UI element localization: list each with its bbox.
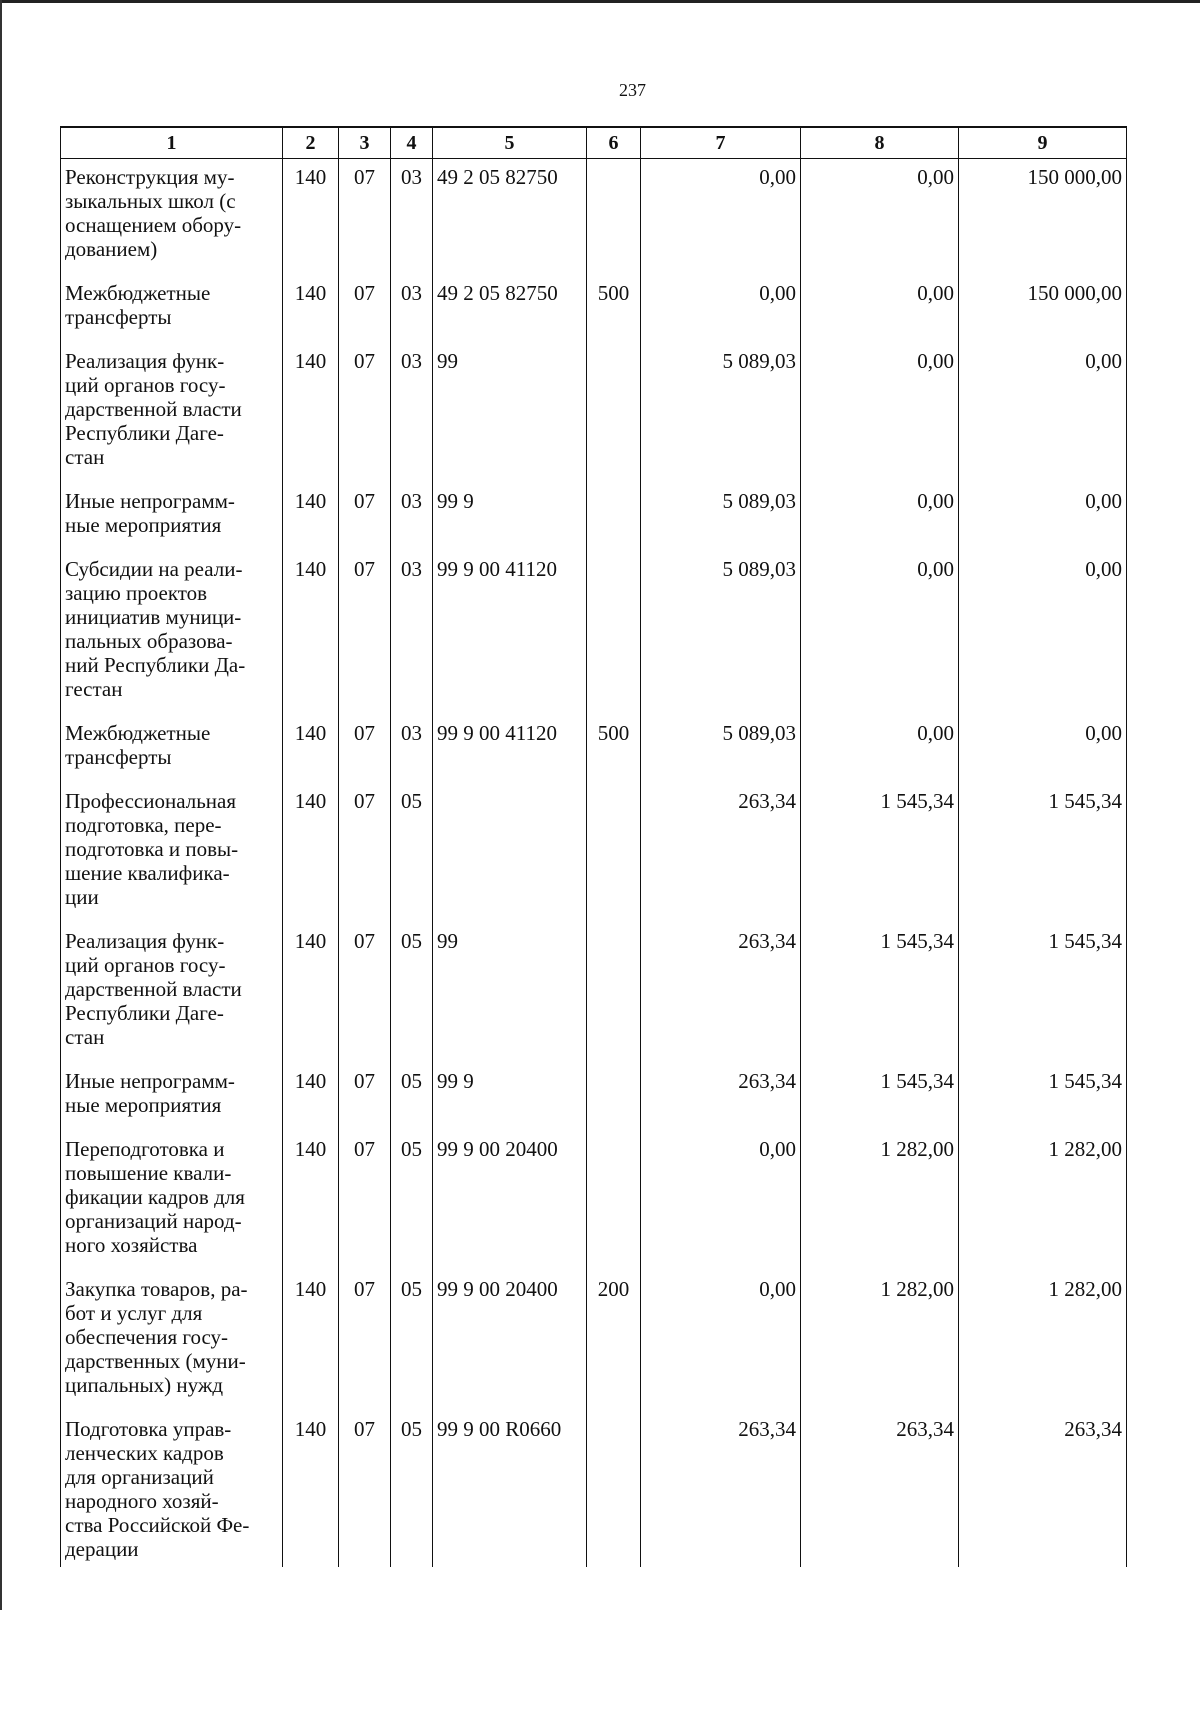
row-name: Межбюджетные трансферты xyxy=(61,715,283,783)
col5-value: 99 9 xyxy=(433,1063,587,1131)
col4-value: 05 xyxy=(391,1411,433,1567)
row-name: Иные непрограмм- ные мероприятия xyxy=(61,1063,283,1131)
col-header: 9 xyxy=(959,127,1127,159)
col8-value: 0,00 xyxy=(801,343,959,483)
col6-value xyxy=(587,483,641,551)
col9-value: 1 545,34 xyxy=(959,923,1127,1063)
col6-value xyxy=(587,1131,641,1271)
col7-value: 263,34 xyxy=(641,923,801,1063)
col2-value: 140 xyxy=(283,483,339,551)
col8-value: 0,00 xyxy=(801,159,959,276)
header-row xyxy=(61,127,1127,159)
col8-value: 263,34 xyxy=(801,1411,959,1567)
table-row xyxy=(61,783,1127,923)
col-header: 8 xyxy=(801,127,959,159)
col6-value xyxy=(587,343,641,483)
col2-value: 140 xyxy=(283,1271,339,1411)
col8-value: 0,00 xyxy=(801,551,959,715)
table-row xyxy=(61,551,1127,715)
table-row xyxy=(61,1063,1127,1131)
col5-value: 99 9 00 20400 xyxy=(433,1271,587,1411)
col3-value: 07 xyxy=(339,483,391,551)
col6-value: 200 xyxy=(587,1271,641,1411)
table-row xyxy=(61,483,1127,551)
row-name: Подготовка управ- ленческих кадров для организаций народного хозяй- ства Российской Фе- дерации xyxy=(61,1411,283,1567)
col3-value: 07 xyxy=(339,1411,391,1567)
col9-value: 150 000,00 xyxy=(959,159,1127,276)
col9-value: 0,00 xyxy=(959,715,1127,783)
col8-value: 1 282,00 xyxy=(801,1271,959,1411)
scan-border-left xyxy=(0,0,2,1610)
row-name: Профессиональная подготовка, пере- подготовка и повы- шение квалифика- ции xyxy=(61,783,283,923)
col5-value: 99 9 00 R0660 xyxy=(433,1411,587,1567)
col2-value: 140 xyxy=(283,783,339,923)
col4-value: 03 xyxy=(391,275,433,343)
col3-value: 07 xyxy=(339,1271,391,1411)
col-header: 2 xyxy=(283,127,339,159)
col8-value: 0,00 xyxy=(801,715,959,783)
col-header: 3 xyxy=(339,127,391,159)
col8-value: 1 545,34 xyxy=(801,1063,959,1131)
col9-value: 1 282,00 xyxy=(959,1271,1127,1411)
col4-value: 03 xyxy=(391,483,433,551)
col7-value: 5 089,03 xyxy=(641,343,801,483)
row-name: Закупка товаров, ра- бот и услуг для обеспечения госу- дарственных (муни- ципальных) нужд xyxy=(61,1271,283,1411)
table-row xyxy=(61,923,1127,1063)
col7-value: 5 089,03 xyxy=(641,715,801,783)
budget-table xyxy=(60,126,1127,1567)
col9-value: 263,34 xyxy=(959,1411,1127,1567)
table-row xyxy=(61,715,1127,783)
col2-value: 140 xyxy=(283,1131,339,1271)
col9-value: 1 545,34 xyxy=(959,1063,1127,1131)
row-name: Реконструкция му- зыкальных школ (с оснащением обору- дованием) xyxy=(61,159,283,276)
col6-value xyxy=(587,1063,641,1131)
col7-value: 263,34 xyxy=(641,783,801,923)
col9-value: 1 282,00 xyxy=(959,1131,1127,1271)
col2-value: 140 xyxy=(283,1411,339,1567)
table-body xyxy=(61,159,1127,1568)
col3-value: 07 xyxy=(339,343,391,483)
col3-value: 07 xyxy=(339,551,391,715)
col7-value: 5 089,03 xyxy=(641,551,801,715)
col5-value xyxy=(433,783,587,923)
col3-value: 07 xyxy=(339,715,391,783)
col9-value: 1 545,34 xyxy=(959,783,1127,923)
row-name: Реализация функ- ций органов госу- дарственной власти Республики Даге- стан xyxy=(61,923,283,1063)
col2-value: 140 xyxy=(283,275,339,343)
row-name: Иные непрограмм- ные мероприятия xyxy=(61,483,283,551)
col4-value: 05 xyxy=(391,1271,433,1411)
col-header: 1 xyxy=(61,127,283,159)
col4-value: 05 xyxy=(391,783,433,923)
col5-value: 99 9 xyxy=(433,483,587,551)
col4-value: 05 xyxy=(391,1131,433,1271)
col6-value xyxy=(587,159,641,276)
col4-value: 05 xyxy=(391,1063,433,1131)
col6-value: 500 xyxy=(587,275,641,343)
row-name: Реализация функ- ций органов госу- дарственной власти Республики Даге- стан xyxy=(61,343,283,483)
col4-value: 05 xyxy=(391,923,433,1063)
col9-value: 0,00 xyxy=(959,343,1127,483)
table-row xyxy=(61,1271,1127,1411)
col7-value: 0,00 xyxy=(641,159,801,276)
col7-value: 0,00 xyxy=(641,275,801,343)
col8-value: 0,00 xyxy=(801,275,959,343)
col5-value: 99 9 00 20400 xyxy=(433,1131,587,1271)
col5-value: 99 xyxy=(433,923,587,1063)
row-name: Межбюджетные трансферты xyxy=(61,275,283,343)
table-row xyxy=(61,1411,1127,1567)
col8-value: 1 545,34 xyxy=(801,923,959,1063)
col-header: 7 xyxy=(641,127,801,159)
col6-value xyxy=(587,923,641,1063)
table-row xyxy=(61,343,1127,483)
col4-value: 03 xyxy=(391,159,433,276)
col7-value: 263,34 xyxy=(641,1063,801,1131)
col-header: 4 xyxy=(391,127,433,159)
col5-value: 49 2 05 82750 xyxy=(433,159,587,276)
col9-value: 0,00 xyxy=(959,483,1127,551)
col5-value: 99 9 00 41120 xyxy=(433,551,587,715)
scan-border-top xyxy=(0,0,1200,3)
col2-value: 140 xyxy=(283,343,339,483)
col4-value: 03 xyxy=(391,343,433,483)
col3-value: 07 xyxy=(339,275,391,343)
col2-value: 140 xyxy=(283,923,339,1063)
table-row xyxy=(61,1131,1127,1271)
col6-value xyxy=(587,1411,641,1567)
col9-value: 150 000,00 xyxy=(959,275,1127,343)
col8-value: 1 282,00 xyxy=(801,1131,959,1271)
col5-value: 99 xyxy=(433,343,587,483)
col2-value: 140 xyxy=(283,551,339,715)
col7-value: 0,00 xyxy=(641,1271,801,1411)
table-row xyxy=(61,159,1127,276)
col2-value: 140 xyxy=(283,715,339,783)
col2-value: 140 xyxy=(283,1063,339,1131)
col7-value: 0,00 xyxy=(641,1131,801,1271)
col8-value: 1 545,34 xyxy=(801,783,959,923)
col2-value: 140 xyxy=(283,159,339,276)
col-header: 5 xyxy=(433,127,587,159)
col8-value: 0,00 xyxy=(801,483,959,551)
col3-value: 07 xyxy=(339,159,391,276)
col7-value: 5 089,03 xyxy=(641,483,801,551)
table-row xyxy=(61,275,1127,343)
col3-value: 07 xyxy=(339,923,391,1063)
col3-value: 07 xyxy=(339,1063,391,1131)
col6-value xyxy=(587,551,641,715)
page-number: 237 xyxy=(619,80,646,100)
col7-value: 263,34 xyxy=(641,1411,801,1567)
row-name: Переподготовка и повышение квали- фикации кадров для организаций народ- ного хозяйства xyxy=(61,1131,283,1271)
col3-value: 07 xyxy=(339,1131,391,1271)
col4-value: 03 xyxy=(391,715,433,783)
col4-value: 03 xyxy=(391,551,433,715)
col6-value xyxy=(587,783,641,923)
col5-value: 49 2 05 82750 xyxy=(433,275,587,343)
col-header: 6 xyxy=(587,127,641,159)
col3-value: 07 xyxy=(339,783,391,923)
col5-value: 99 9 00 41120 xyxy=(433,715,587,783)
col9-value: 0,00 xyxy=(959,551,1127,715)
row-name: Субсидии на реали- зацию проектов инициатив муници- пальных образова- ний Республики Да- гестан xyxy=(61,551,283,715)
col6-value: 500 xyxy=(587,715,641,783)
